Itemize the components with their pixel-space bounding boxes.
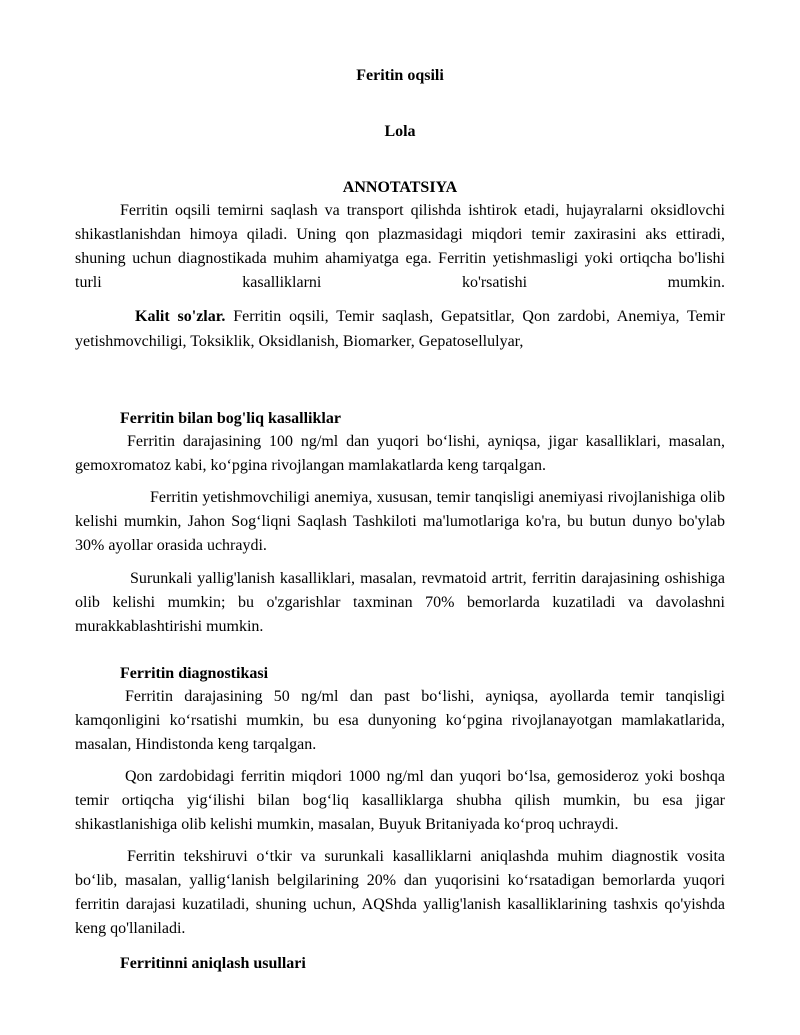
keywords-paragraph (75, 304, 725, 354)
abstract-text: Ferritin oqsili temirni saqlash va transport qilishda ishtirok etadi, hujayralarni oksidlovchi shikastlanishdan himoya qiladi. Uning qon plazmasidagi miqdori temir zaxirasini aks ettiradi, shuning uchun diagnostikada muhim ahamiyatga ega. Ferritin yetishmasligi yoki ortiqcha bo'lishi turli kasalliklarni ko'rsatishi mumkin. (75, 202, 725, 291)
document-page (75, 0, 725, 975)
section-paragraph: Ferritin tekshiruvi o‘tkir va surunkali kasalliklarni aniqlashda muhim diagnostik vosita bo‘lib, masalan, yallig‘lanish belgilarining 20% dan yuqorisini ko‘rsatadigan bemorlarda yuqori ferritin darajasi kuzatiladi, shuning uchun, AQShda yallig'lanish kasalliklarining tashxis qo'yishda keng qo'llaniladi. (75, 848, 725, 937)
section-heading-diagnostics: Ferritin diagnostikasi (120, 665, 269, 682)
section-paragraph: Ferritin yetishmovchiligi anemiya, xususan, temir tanqisligi anemiyasi rivojlanishiga olib kelishi mumkin, Jahon Sog‘liqni Saqlash Tashkiloti ma'lumotlariga ko'ra, bu butun dunyo bo'ylab 30% ayollar orasida uchraydi. (75, 489, 725, 554)
document-title: Feritin oqsili (356, 67, 444, 84)
keywords-list: Ferritin oqsili, Temir saqlash, Gepatsitlar, Qon zardobi, Anemiya, Temir yetishmovchiligi, Toksiklik, Oksidlanish, Biomarker, Gepatosellulyar, (75, 308, 725, 350)
keywords-label: Kalit so'zlar. (135, 308, 226, 325)
section-heading-diseases: Ferritin bilan bog'liq kasalliklar (120, 410, 341, 427)
section-paragraph: Ferritin darajasining 100 ng/ml dan yuqori bo‘lishi, ayniqsa, jigar kasalliklari, masalan, gemoxromatoz kabi, ko‘pgina rivojlangan mamlakatlarda keng tarqalgan. (75, 433, 725, 474)
section-paragraph: Surunkali yallig'lanish kasalliklari, masalan, revmatoid artrit, ferritin darajasining oshishiga olib kelishi mumkin; bu o'zgarishlar taxminan 70% bemorlarda kuzatiladi va davolashni murakkablashtirishi mumkin. (75, 570, 725, 635)
section-paragraph: Qon zardobidagi ferritin miqdori 1000 ng/ml dan yuqori bo‘lsa, gemosideroz yoki boshqa temir ortiqcha yig‘ilishi bilan bog‘liq kasalliklarga shubha qilish mumkin, bu esa jigar shikastlanishiga olib kelishi mumkin, masalan, Buyuk Britaniyada ko‘proq uchraydi. (75, 768, 725, 833)
author-name: Lola (384, 123, 416, 140)
section-heading-methods: Ferritinni aniqlash usullari (120, 955, 306, 972)
abstract-heading: ANNOTATSIYA (342, 179, 458, 196)
section-paragraph: Ferritin darajasining 50 ng/ml dan past bo‘lishi, ayniqsa, ayollarda temir tanqisligi kamqonligini ko‘rsatishi mumkin, bu esa dunyoning ko‘pgina rivojlanayotgan mamlakatlarida, masalan, Hindistonda keng tarqalgan. (75, 688, 725, 753)
